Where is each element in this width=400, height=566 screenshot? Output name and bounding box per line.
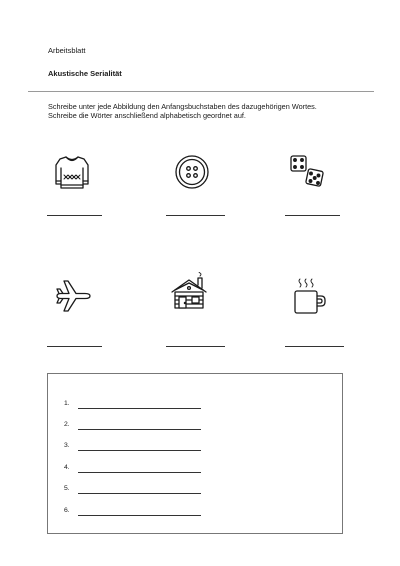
answer-line[interactable] [78, 493, 201, 494]
answer-blank-3[interactable] [285, 215, 340, 216]
answer-blank-5[interactable] [166, 346, 225, 347]
instruction-line-1: Schreibe unter jede Abbildung den Anfangsbuchstaben des dazugehörigen Wortes. [48, 102, 317, 111]
answer-blank-2[interactable] [166, 215, 225, 216]
answer-blank-1[interactable] [47, 215, 102, 216]
dice-icon [288, 152, 328, 192]
answer-number: 2. [64, 421, 70, 428]
answer-number: 1. [64, 400, 70, 407]
instructions [48, 102, 378, 120]
instruction-line-2: Schreibe die Wörter anschließend alphabetisch geordnet auf. [48, 111, 246, 120]
worksheet-title: Akustische Serialität [48, 69, 122, 78]
answer-number: 3. [64, 442, 70, 449]
answer-line[interactable] [78, 429, 201, 430]
answer-line[interactable] [78, 515, 201, 516]
airplane-icon [53, 276, 93, 316]
answer-blank-6[interactable] [285, 346, 344, 347]
button-icon [172, 152, 212, 192]
log-cabin-icon [169, 272, 209, 312]
sweater-icon [52, 152, 92, 192]
header-divider [28, 91, 374, 92]
answer-blank-4[interactable] [47, 346, 102, 347]
answer-number: 6. [64, 507, 70, 514]
alphabetical-answer-box [47, 373, 343, 534]
answer-line[interactable] [78, 408, 201, 409]
answer-line[interactable] [78, 472, 201, 473]
mug-icon [288, 276, 328, 316]
worksheet-label: Arbeitsblatt [48, 46, 86, 55]
answer-line[interactable] [78, 450, 201, 451]
answer-number: 5. [64, 485, 70, 492]
answer-number: 4. [64, 464, 70, 471]
